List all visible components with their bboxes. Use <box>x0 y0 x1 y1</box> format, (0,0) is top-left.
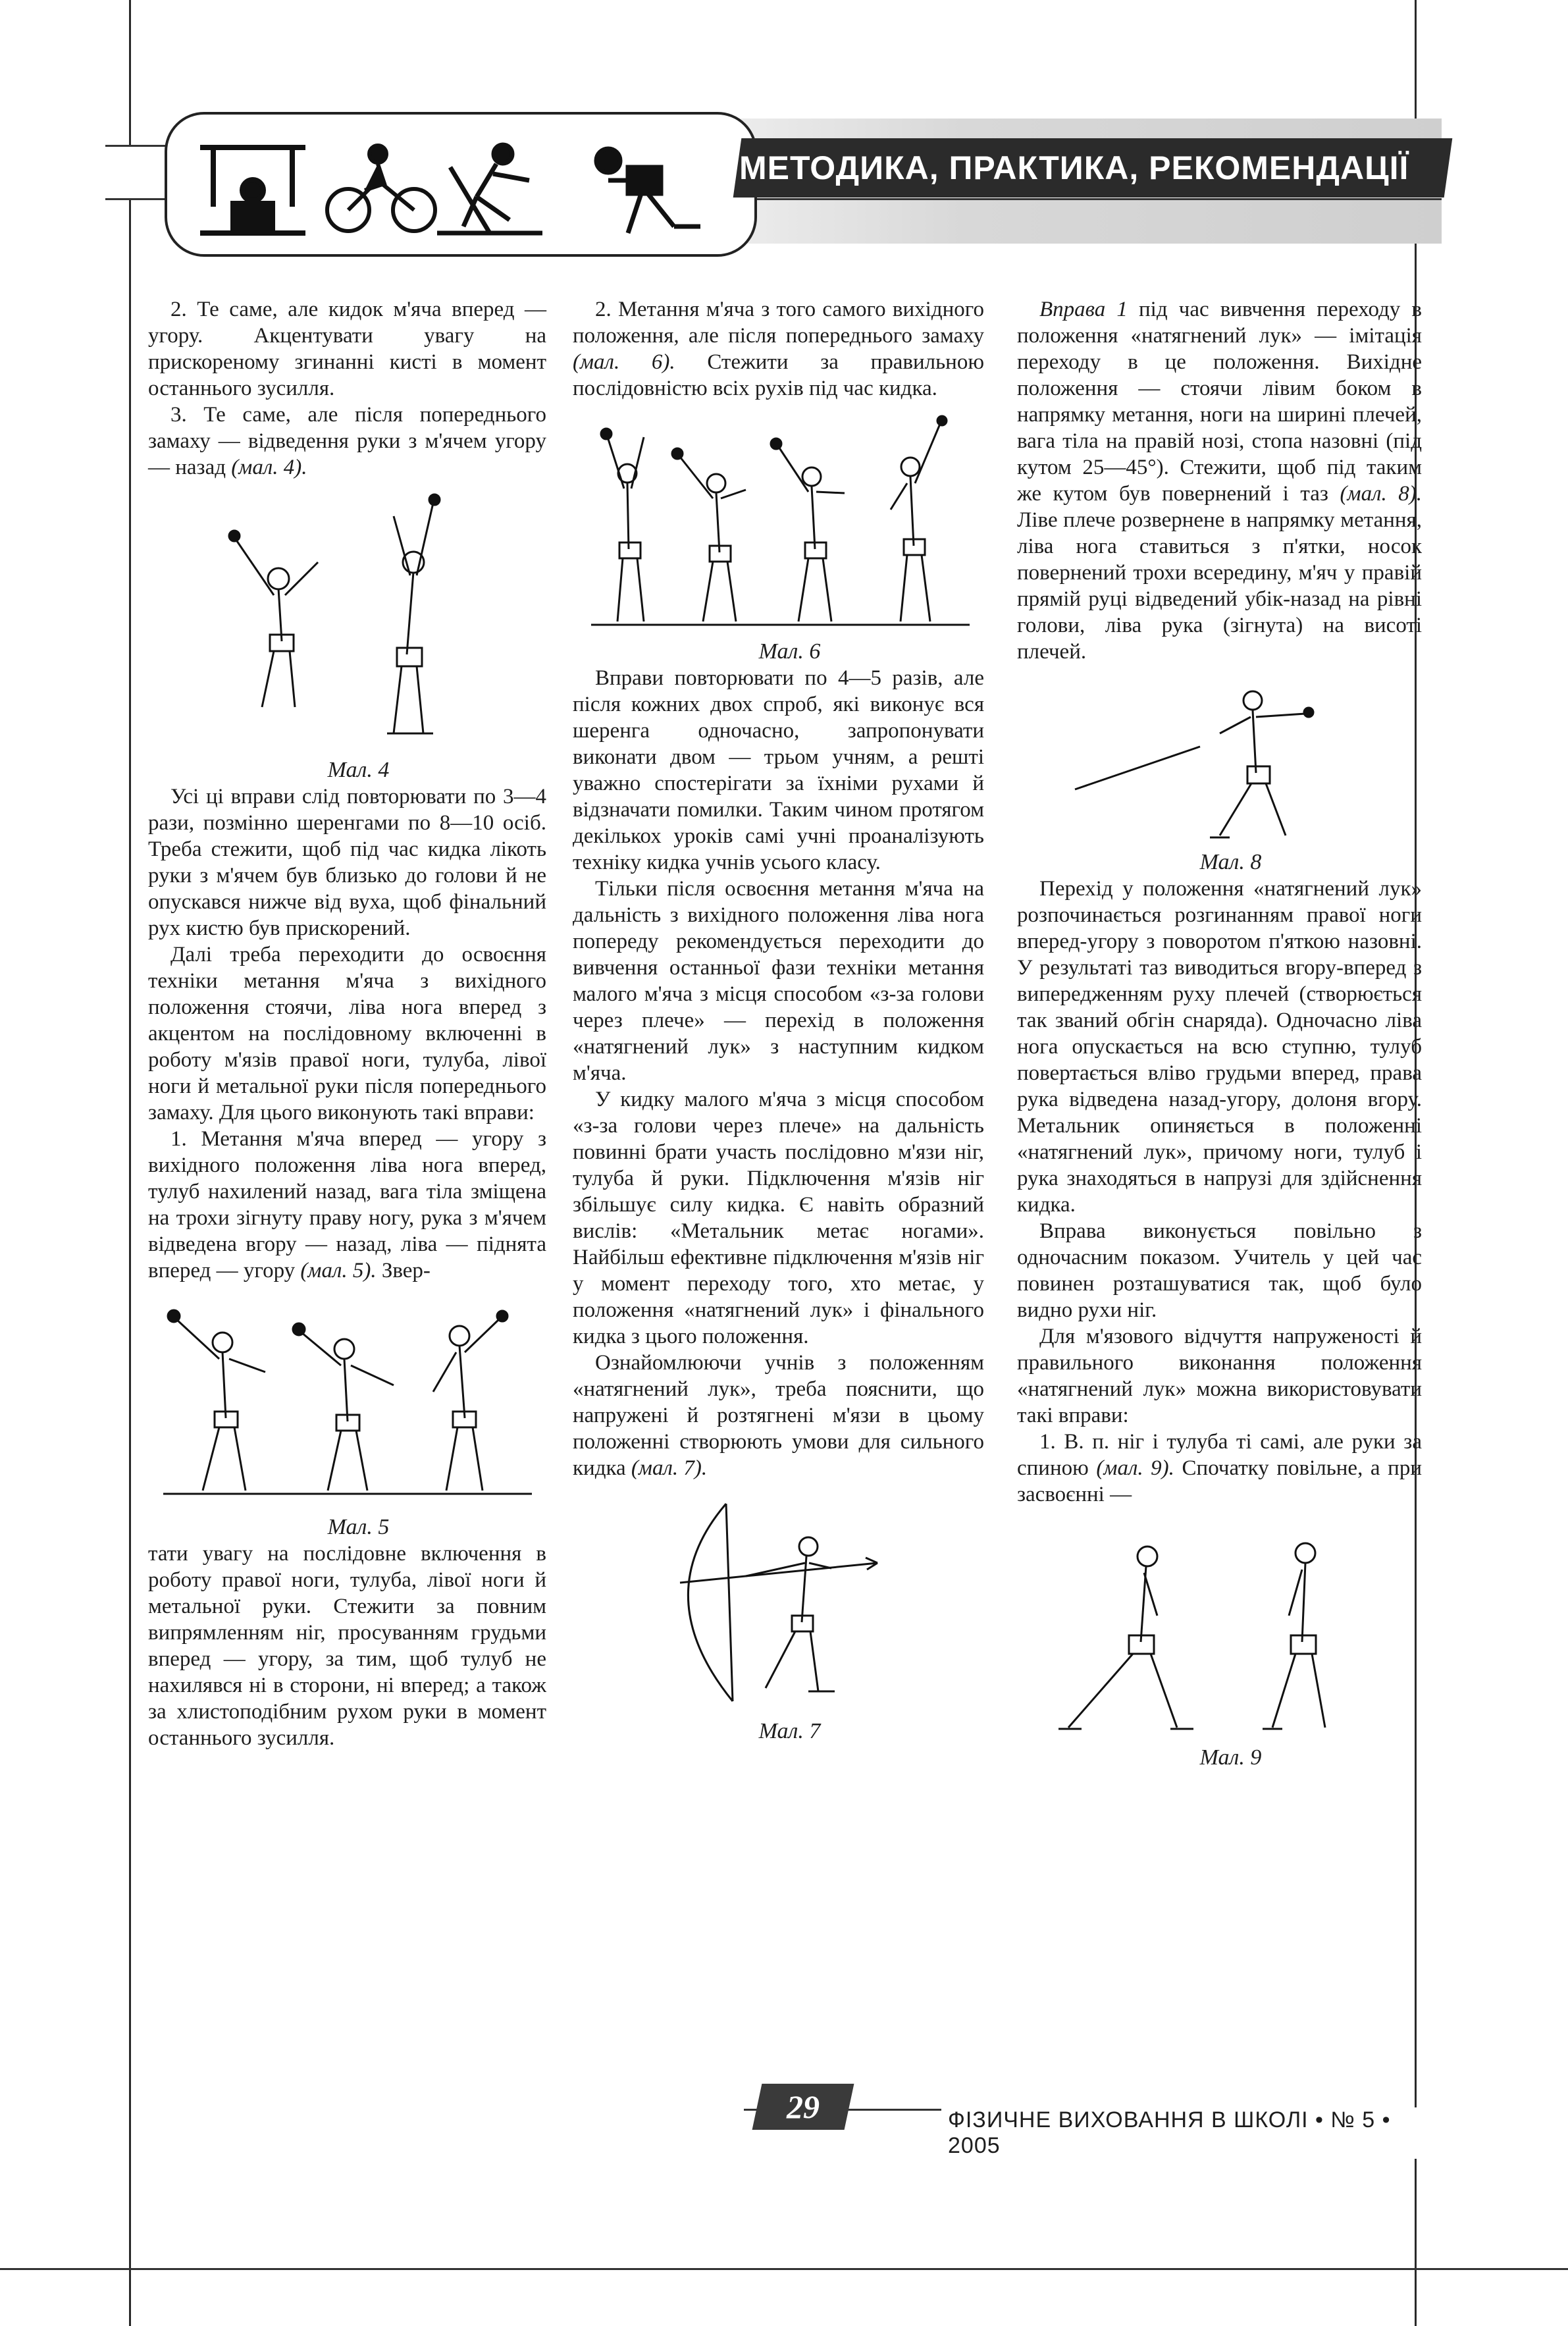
figure-5 <box>150 1293 545 1510</box>
paragraph: Вправа 1 під час вивчення переходу в положення «натягнений лук» — імітація переходу в це положення. Вихідне положення — стоячи лівим боком в напрямку метання, ноги на ширині плечей, вага тіла на правій нозі, стопа назовні (під кутом 25—45°). Стежити, щоб під таким же кутом був повернений і таз (мал. 8). Ліве плече розвернене в напрямку метання, ліва нога ставиться з п'ятки, носок повернений трохи всередину, м'яч у правій прямій руці відведений убік-назад на рівні голови, ліва рука (зігнута) на висоті плечей. <box>1017 298 1423 664</box>
figure-8-caption: Мал. 8 <box>1199 850 1262 874</box>
section-title <box>733 138 1453 198</box>
section-title-text: МЕТОДИКА, ПРАКТИКА, РЕКОМЕНДАЦІЇ <box>739 149 1409 186</box>
gymnastics-rings-icon <box>200 147 305 233</box>
page-footer <box>744 2084 1442 2158</box>
figure-8 <box>1055 674 1384 845</box>
figure-9 <box>1035 1517 1404 1741</box>
sport-icons-box <box>165 112 757 257</box>
paragraph: Ознайомлюючи учнів з положенням «натягнений лук», треба пояснити, що напружені й розтягнені м'язи в цьому положенні створюють умови для сильного кидка (мал. 7). <box>573 1351 984 1480</box>
paragraph: Вправа виконується повільно з одночасним показом. Учитель у цей час повинен розташуватися так, щоб було видно рухи ніг. <box>1017 1219 1422 1322</box>
figure-6-caption: Мал. 6 <box>758 639 821 664</box>
figure-ref: (мал. 7). <box>631 1456 708 1480</box>
section-header <box>105 105 1442 270</box>
paragraph: 1. Метання м'яча вперед — угору з вихідного положення ліва нога вперед, тулуб нахилений назад, вага тіла зміщена на трохи зігнуту праву ногу, рука з м'ячем відведена вгору — назад, ліва — піднята вперед — угору (мал. 5). Звер- <box>148 1127 546 1282</box>
basketball-icon <box>596 149 700 233</box>
paragraph: 2. Те саме, але кидок м'яча вперед — угору. Акцентувати увагу на прискореному згинанні кисті в момент останнього зусилля. <box>148 298 546 400</box>
exercise-lead: Вправа 1 <box>1039 298 1128 321</box>
page-number: 29 <box>787 2088 820 2125</box>
figure-5-caption: Мал. 5 <box>327 1515 390 1539</box>
paragraph: 1. В. п. ніг і тулуба ті самі, але руки за спиною (мал. 9). Спочатку повільне, а при засвоєнні — <box>1017 1430 1423 1506</box>
figure-ref: (мал. 6). <box>573 350 675 374</box>
paragraph: Перехід у положення «натягнений лук» розпочинається розгинанням правої ноги вперед-угору з поворотом п'яткою назовні. У результаті таз виводиться вгору-вперед з випередженням руху плечей (створюється так званий обгін снаряда). Одночасно ліва нога опускається на всю ступню, тулуб повертається вліво грудьми вперед, права рука відведена назад-угору, долоня вгору. Метальник опиняється в положенні «натягнений лук», причому ноги, тулуб і рука знаходяться в напрузі для здійснення кидка. <box>1017 877 1422 1217</box>
paragraph: Тільки після освоєння метання м'яча на дальність з вихідного положення ліва нога попереду рекомендується переходити до вивчення останньої фази техніки метання малого м'яча з місця способом «з-за голови через плече» — перехід в положення «натягнений лук» з наступним кидком м'яча. <box>573 877 984 1085</box>
bottom-rule <box>0 2268 1568 2270</box>
figure-4 <box>196 490 499 753</box>
paragraph: тати увагу на послідовне включення в роботу правої ноги, тулуба, лівої ноги й метальної руки. Стежити за повним випрямленням ніг, просуванням грудьми вперед — угору, за тим, щоб тулуб не нахилявся ні в сторони, ні вперед; а також за хлистоподібним рухом руки в момент останнього зусилля. <box>148 1542 546 1750</box>
paragraph: Для м'язового відчуття напруженості й правильного виконання положення «натягнений лук» можна використовувати такі вправи: <box>1017 1325 1422 1427</box>
figure-9-caption: Мал. 9 <box>1199 1745 1262 1770</box>
paragraph: 2. Метання м'яча з того самого вихідного положення, але після попереднього замаху (мал. 6). Стежити за правильною послідовністю всіх рухів під час кидка. <box>573 298 984 400</box>
figure-4-caption: Мал. 4 <box>327 758 390 782</box>
figure-ref: (мал. 9). <box>1096 1456 1174 1480</box>
figure-7 <box>654 1491 904 1714</box>
page-number-badge <box>752 2084 854 2130</box>
figure-ref: (мал. 8). <box>1340 482 1423 506</box>
cycling-icon <box>327 145 435 231</box>
paragraph: Усі ці вправи слід повторювати по 3—4 рази, позмінно шеренгами по 8—10 осіб. Треба стежити, щоб під час кидка лікоть руки з м'ячем був близько до голови й не опускався нижче від вуха, щоб фінальний рух кистю був прискорений. <box>148 785 546 940</box>
figure-7-caption: Мал. 7 <box>758 1719 821 1743</box>
paragraph: У кидку малого м'яча з місця способом «з-за голови через плече» на дальність повинні брати участь послідовно м'язи ніг, тулуба й руки. Підключення м'язів ніг збільшує силу кидка. Є навіть образний вислів: «Метальник метає ногами». Найбільш ефективне підключення м'язів ніг у момент переходу того, хто метає, у положення «натягнений лук» і фінального кидка з цього положення. <box>573 1088 984 1348</box>
paragraph: 3. Те саме, але після попереднього замаху — відведення руки з м'ячем угору — назад (мал. 4). <box>148 403 546 479</box>
paragraph: Далі треба переходити до освоєння техніки метання м'яча з вихідного положення стоячи, ліва нога вперед з акцентом на послідовному включенні в роботу м'язів правої ноги, тулуба, лівої ноги й метальної руки після попереднього замаху. Для цього виконують такі вправи: <box>148 943 546 1124</box>
column-3 <box>1017 296 1422 1771</box>
figure-6 <box>581 411 976 635</box>
paragraph: Вправи повторювати по 4—5 разів, але після кожних двох спроб, які виконує вся шеренга одночасно, запропонувати виконати двом — трьом учням, а решті уважно спостерігати за їхніми рухами й відзначати помилки. Таким чином протягом декількох уроків самі учні проаналізують техніку кидка учнів усього класу. <box>573 666 984 874</box>
column-1 <box>148 296 546 1751</box>
sport-icons <box>187 128 740 246</box>
column-2 <box>573 296 984 1745</box>
journal-title: ФІЗИЧНЕ ВИХОВАННЯ В ШКОЛІ • № 5 • 2005 <box>941 2107 1442 2159</box>
figure-ref: (мал. 5). <box>300 1259 377 1282</box>
skiing-icon <box>437 145 542 233</box>
figure-ref: (мал. 4). <box>231 456 307 479</box>
